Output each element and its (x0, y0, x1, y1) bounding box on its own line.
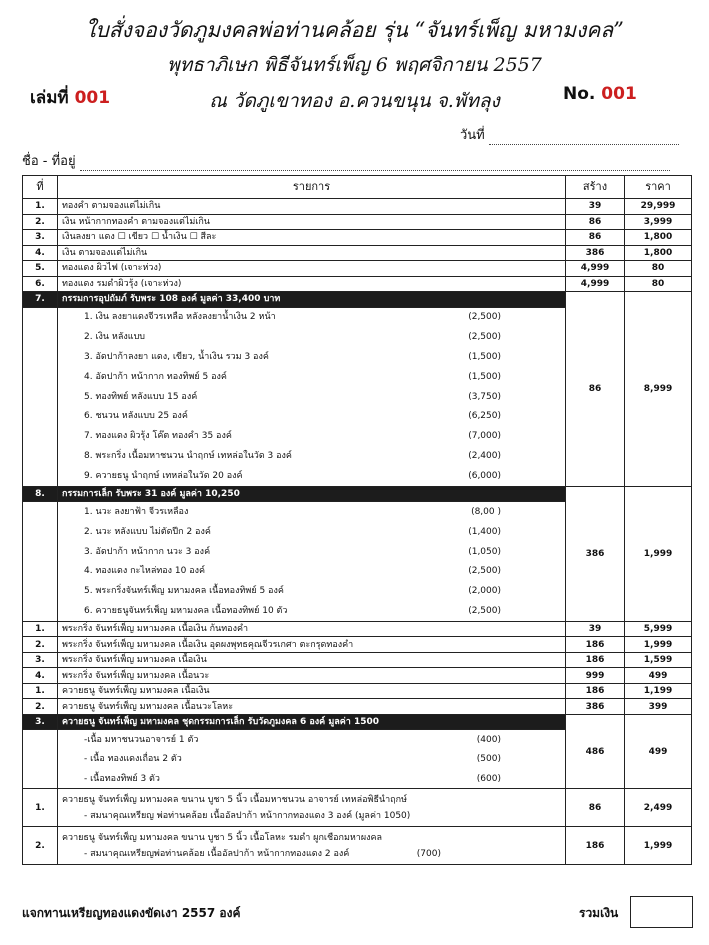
set-item-cell (58, 769, 566, 789)
row-number: 1. (23, 199, 58, 215)
book-value: 001 (74, 88, 111, 108)
title-line-3: ณ วัดภูเขาทอง อ.ควนขนุน จ.พัทลุง (209, 90, 500, 112)
table-header-row (23, 176, 692, 199)
row-item-main: ควายธนู จันทร์เพ็ญ มหามงคล ขนาน บูชา 5 นิ้ว เนื้อโลหะ รมดำ ผูกเชือกมหาผงคล (62, 832, 383, 843)
row-number: 4. (23, 245, 58, 261)
table-row (23, 276, 692, 292)
row-price: 1,999 (625, 637, 692, 653)
set-item-cell (58, 502, 566, 522)
set-item-text: 9. ควายธนู นำฤกษ์ เทหล่อในวัด 20 องค์ (84, 470, 243, 481)
set-item-value: (1,500) (468, 371, 501, 382)
set-item-line (62, 330, 561, 344)
row-item-sub (62, 846, 561, 862)
table-row (23, 230, 692, 246)
set-item-blank (23, 426, 58, 446)
row-number: 2. (23, 699, 58, 715)
row-item: พระกริ่ง จันทร์เพ็ญ มหามงคล เนื้อนวะ (58, 668, 566, 684)
set-item-value: (2,500) (468, 332, 501, 343)
set-item-text: 7. ทองแดง ผิวรุ้ง โค๊ต ทองคำ 35 องค์ (84, 431, 232, 442)
row-price: 5,999 (625, 621, 692, 637)
row-item-sub-value: (700) (416, 848, 441, 859)
set-item-line (62, 449, 561, 463)
table-row (23, 683, 692, 699)
row-price: 29,999 (625, 199, 692, 215)
table-row (23, 199, 692, 215)
set-item-blank (23, 327, 58, 347)
footer-note: แจกทานเหรียญทองแดงขัดเงา 2557 องค์ (22, 906, 241, 920)
no-value: 001 (601, 84, 637, 104)
row-item: ทองแดง ผิวไฟ (เจาะห่วง) (58, 261, 566, 277)
row-item: ควายธนู จันทร์เพ็ญ มหามงคล เนื้อเงิน (58, 683, 566, 699)
row-number: 1. (23, 683, 58, 699)
total-box[interactable] (630, 896, 693, 928)
row-qty: 86 (566, 789, 625, 827)
row-qty: 86 (566, 230, 625, 246)
set-item-blank (23, 307, 58, 327)
set-item-value: (6,250) (468, 411, 501, 422)
set-title: กรรมการอุปถัมภ์ รับพระ 108 องค์ มูลค่า 33,400 บาท (58, 292, 566, 308)
row-item: เงินลงยา แดง ☐ เขียว ☐ น้ำเงิน ☐ สีละ (58, 230, 566, 246)
set-item-line (62, 310, 561, 324)
row-item: เงิน หน้ากากทองคำ ตามจองแต่ไม่เกิน (58, 214, 566, 230)
set-item-line (62, 429, 561, 443)
set-item-cell (58, 367, 566, 387)
name-address-field (22, 150, 670, 171)
row-qty: 386 (566, 699, 625, 715)
row-qty: 39 (566, 621, 625, 637)
set-item-blank (23, 769, 58, 789)
row-price: 499 (625, 668, 692, 684)
set-item-text: 4. ทองแดง กะไหล่ทอง 10 องค์ (84, 566, 206, 577)
set-item-value: (2,400) (468, 450, 501, 461)
title-line-2: พุทธาภิเษก พิธีจันทร์เพ็ญ 6 พฤศจิกายน 2557 (167, 54, 542, 76)
set-item-line (62, 350, 561, 364)
table-row (23, 789, 692, 827)
row-item-sub (62, 808, 561, 824)
set-item-text: 4. อัดปาก้า หน้ากาก ทองทิพย์ 5 องค์ (84, 371, 227, 382)
set-item-line (62, 545, 561, 559)
row-qty: 186 (566, 652, 625, 668)
set-item-value: (1,050) (468, 546, 501, 557)
header-price: ราคา (625, 176, 692, 199)
set-item-cell (58, 406, 566, 426)
set-item-value: (400) (476, 735, 501, 746)
set-price: 8,999 (625, 292, 692, 487)
table-row (23, 699, 692, 715)
row-item-main: ควายธนู จันทร์เพ็ญ มหามงคล ขนาน บูชา 5 นิ้ว เนื้อมหาชนวน อาจารย์ เทหล่อพิธีนำฤกษ์ (62, 794, 408, 805)
row-number: 1. (23, 621, 58, 637)
form-number (563, 84, 637, 104)
table-row (23, 261, 692, 277)
set-item-text: 3. อัดปาก้าลงยา แดง, เขียว, น้ำเงิน รวม 3 องค์ (84, 351, 269, 362)
set-item-blank (23, 581, 58, 601)
set-item-blank (23, 446, 58, 466)
set-item-value: (500) (476, 754, 501, 765)
set-item-line (62, 772, 561, 786)
set-item-value: (2,500) (468, 606, 501, 617)
set-item-text: 1. นวะ ลงยาฟ้า จีวรเหลือง (84, 507, 189, 518)
row-number: 3. (23, 652, 58, 668)
set-item-blank (23, 750, 58, 769)
set-item-text: 5. พระกริ่งจันทร์เพ็ญ มหามงคล เนื้อทองทิพย์ 5 องค์ (84, 586, 284, 597)
set-item-value: (2,500) (468, 566, 501, 577)
set-qty: 486 (566, 714, 625, 788)
table-row (23, 245, 692, 261)
row-number: 2. (23, 637, 58, 653)
row-price: 1,599 (625, 652, 692, 668)
row-price: 1,199 (625, 683, 692, 699)
date-line[interactable] (489, 132, 679, 145)
set-item-value: (8,00 ) (471, 507, 501, 518)
row-price: 399 (625, 699, 692, 715)
set-header-row (23, 714, 692, 730)
set-item-value: (600) (476, 773, 501, 784)
row-qty: 4,999 (566, 261, 625, 277)
date-label: วันที่ (460, 128, 485, 143)
set-qty: 86 (566, 292, 625, 487)
set-item-cell (58, 730, 566, 750)
set-item-line (62, 525, 561, 539)
set-item-line (62, 390, 561, 404)
set-item-value: (1,500) (468, 351, 501, 362)
table-row (23, 214, 692, 230)
row-item: เงิน ตามจองแต่ไม่เกิน (58, 245, 566, 261)
table-row (23, 827, 692, 865)
set-item-line (62, 733, 561, 747)
set-item-line (62, 564, 561, 578)
set-item-value: (3,750) (468, 391, 501, 402)
table-row (23, 621, 692, 637)
set-item-cell (58, 542, 566, 562)
set-item-value: (2,000) (468, 586, 501, 597)
set-item-text: 2. เงิน หลังแบบ (84, 332, 146, 343)
row-qty: 4,999 (566, 276, 625, 292)
set-item-blank (23, 522, 58, 542)
set-item-blank (23, 562, 58, 582)
set-item-text: - เนื้อ ทองแดงเถื่อน 2 ตัว (84, 754, 182, 765)
set-item-text: -เนื้อ มหาชนวนอาจารย์ 1 ตัว (84, 735, 199, 746)
book-label: เล่มที่ (30, 88, 69, 108)
set-price: 499 (625, 714, 692, 788)
row-price: 80 (625, 261, 692, 277)
row-number: 2. (23, 827, 58, 865)
row-qty: 999 (566, 668, 625, 684)
title-line-1: ใบสั่งจองวัดภูมงคลพ่อท่านคล้อย รุ่น “จันทร์เพ็ญ มหามงคล” (85, 18, 624, 42)
set-number: 7. (23, 292, 58, 308)
set-item-cell (58, 347, 566, 367)
row-item: พระกริ่ง จันทร์เพ็ญ มหามงคล เนื้อเงิน อุดผงพุทธคุณจีวรเกศา ตะกรุดทองคำ (58, 637, 566, 653)
row-price: 1,800 (625, 230, 692, 246)
set-header-row (23, 292, 692, 308)
table-row (23, 637, 692, 653)
set-item-text: 6. ชนวน หลังแบบ 25 องค์ (84, 411, 188, 422)
row-price: 1,999 (625, 827, 692, 865)
set-item-cell (58, 446, 566, 466)
set-item-cell (58, 581, 566, 601)
name-label: ชื่อ - ที่อยู่ (22, 154, 76, 169)
row-number: 6. (23, 276, 58, 292)
row-qty: 186 (566, 637, 625, 653)
total-label: รวมเงิน (579, 906, 619, 920)
set-number: 8. (23, 486, 58, 502)
set-title: กรรมการเล็ก รับพระ 31 องค์ มูลค่า 10,250 (58, 486, 566, 502)
set-item-line (62, 752, 561, 766)
header-no: ที่ (23, 176, 58, 199)
set-item-value: (6,000) (468, 470, 501, 481)
set-item-text: 2. นวะ หลังแบบ ไม่ตัดปีก 2 องค์ (84, 526, 211, 537)
no-label: No. (563, 84, 596, 104)
row-item: พระกริ่ง จันทร์เพ็ญ มหามงคล เนื้อเงิน ก้นทองคำ (58, 621, 566, 637)
set-item-line (62, 584, 561, 598)
row-price: 3,999 (625, 214, 692, 230)
row-number: 1. (23, 789, 58, 827)
table-row (23, 652, 692, 668)
set-item-blank (23, 502, 58, 522)
set-item-value: (1,400) (468, 526, 501, 537)
set-item-text: 3. อัดปาก้า หน้ากาก นวะ 3 องค์ (84, 546, 211, 557)
set-item-blank (23, 387, 58, 407)
row-qty: 186 (566, 827, 625, 865)
set-item-text: 8. พระกริ่ง เนื้อมหาชนวน นำฤกษ์ เทหล่อในวัด 3 องค์ (84, 450, 292, 461)
set-item-text: - เนื้อทองทิพย์ 3 ตัว (84, 773, 160, 784)
row-price: 80 (625, 276, 692, 292)
set-item-cell (58, 750, 566, 769)
header-item: รายการ (58, 176, 566, 199)
set-number: 3. (23, 714, 58, 730)
row-item: ควายธนู จันทร์เพ็ญ มหามงคล เนื้อนวะโลหะ (58, 699, 566, 715)
row-price: 2,499 (625, 789, 692, 827)
set-item-line (62, 409, 561, 423)
row-qty: 186 (566, 683, 625, 699)
row-item: ทองคำ ตามจองแต่ไม่เกิน (58, 199, 566, 215)
set-item-blank (23, 347, 58, 367)
row-number: 2. (23, 214, 58, 230)
set-item-blank (23, 601, 58, 621)
set-item-cell (58, 562, 566, 582)
row-item: พระกริ่ง จันทร์เพ็ญ มหามงคล เนื้อเงิน (58, 652, 566, 668)
date-field (460, 124, 679, 145)
set-item-cell (58, 601, 566, 621)
set-item-blank (23, 730, 58, 750)
set-item-line (62, 604, 561, 618)
set-price: 1,999 (625, 486, 692, 621)
set-item-blank (23, 466, 58, 486)
book-number (30, 84, 110, 111)
row-number: 5. (23, 261, 58, 277)
set-item-text: 5. ทองทิพย์ หลังแบบ 15 องค์ (84, 391, 198, 402)
set-item-text: 6. ควายธนูจันทร์เพ็ญ มหามงคล เนื้อทองทิพย์ 10 ตัว (84, 606, 288, 617)
set-item-line (62, 370, 561, 384)
row-item-sub-text: - สมนาคุณเหรียญ พ่อท่านคล้อย เนื้ออัลปาก้า หน้ากากทองแดง 3 องค์ (มูลค่า 1050) (84, 810, 411, 821)
set-item-cell (58, 522, 566, 542)
set-item-line (62, 505, 561, 519)
set-item-blank (23, 406, 58, 426)
row-number: 4. (23, 668, 58, 684)
header-qty: สร้าง (566, 176, 625, 199)
set-qty: 386 (566, 486, 625, 621)
set-item-text: 1. เงิน ลงยาแดงจีวรเหลือ หลังลงยาน้ำเงิน 2 หน้า (84, 312, 276, 323)
set-item-cell (58, 426, 566, 446)
set-item-cell (58, 307, 566, 327)
row-item: ทองแดง รมดำผิวรุ้ง (เจาะห่วง) (58, 276, 566, 292)
set-item-cell (58, 466, 566, 486)
row-qty: 386 (566, 245, 625, 261)
row-qty: 86 (566, 214, 625, 230)
set-item-value: (7,000) (468, 431, 501, 442)
name-line[interactable] (80, 158, 670, 171)
set-item-value: (2,500) (468, 312, 501, 323)
order-table (22, 175, 692, 865)
row-item-sub-text: - สมนาคุณเหรียญพ่อท่านคล้อย เนื้ออัลปาก้า หน้ากากทองแดง 2 องค์ (84, 848, 350, 859)
set-item-blank (23, 542, 58, 562)
set-item-cell (58, 387, 566, 407)
row-price: 1,800 (625, 245, 692, 261)
row-qty: 39 (566, 199, 625, 215)
set-item-cell (58, 327, 566, 347)
row-number: 3. (23, 230, 58, 246)
row-item (58, 827, 566, 865)
set-item-blank (23, 367, 58, 387)
set-item-line (62, 469, 561, 483)
set-header-row (23, 486, 692, 502)
table-row (23, 668, 692, 684)
set-title: ควายธนู จันทร์เพ็ญ มหามงคล ชุดกรรมการเล็ก รับวัดภูมงคล 6 องค์ มูลค่า 1500 (58, 714, 566, 730)
row-item (58, 789, 566, 827)
